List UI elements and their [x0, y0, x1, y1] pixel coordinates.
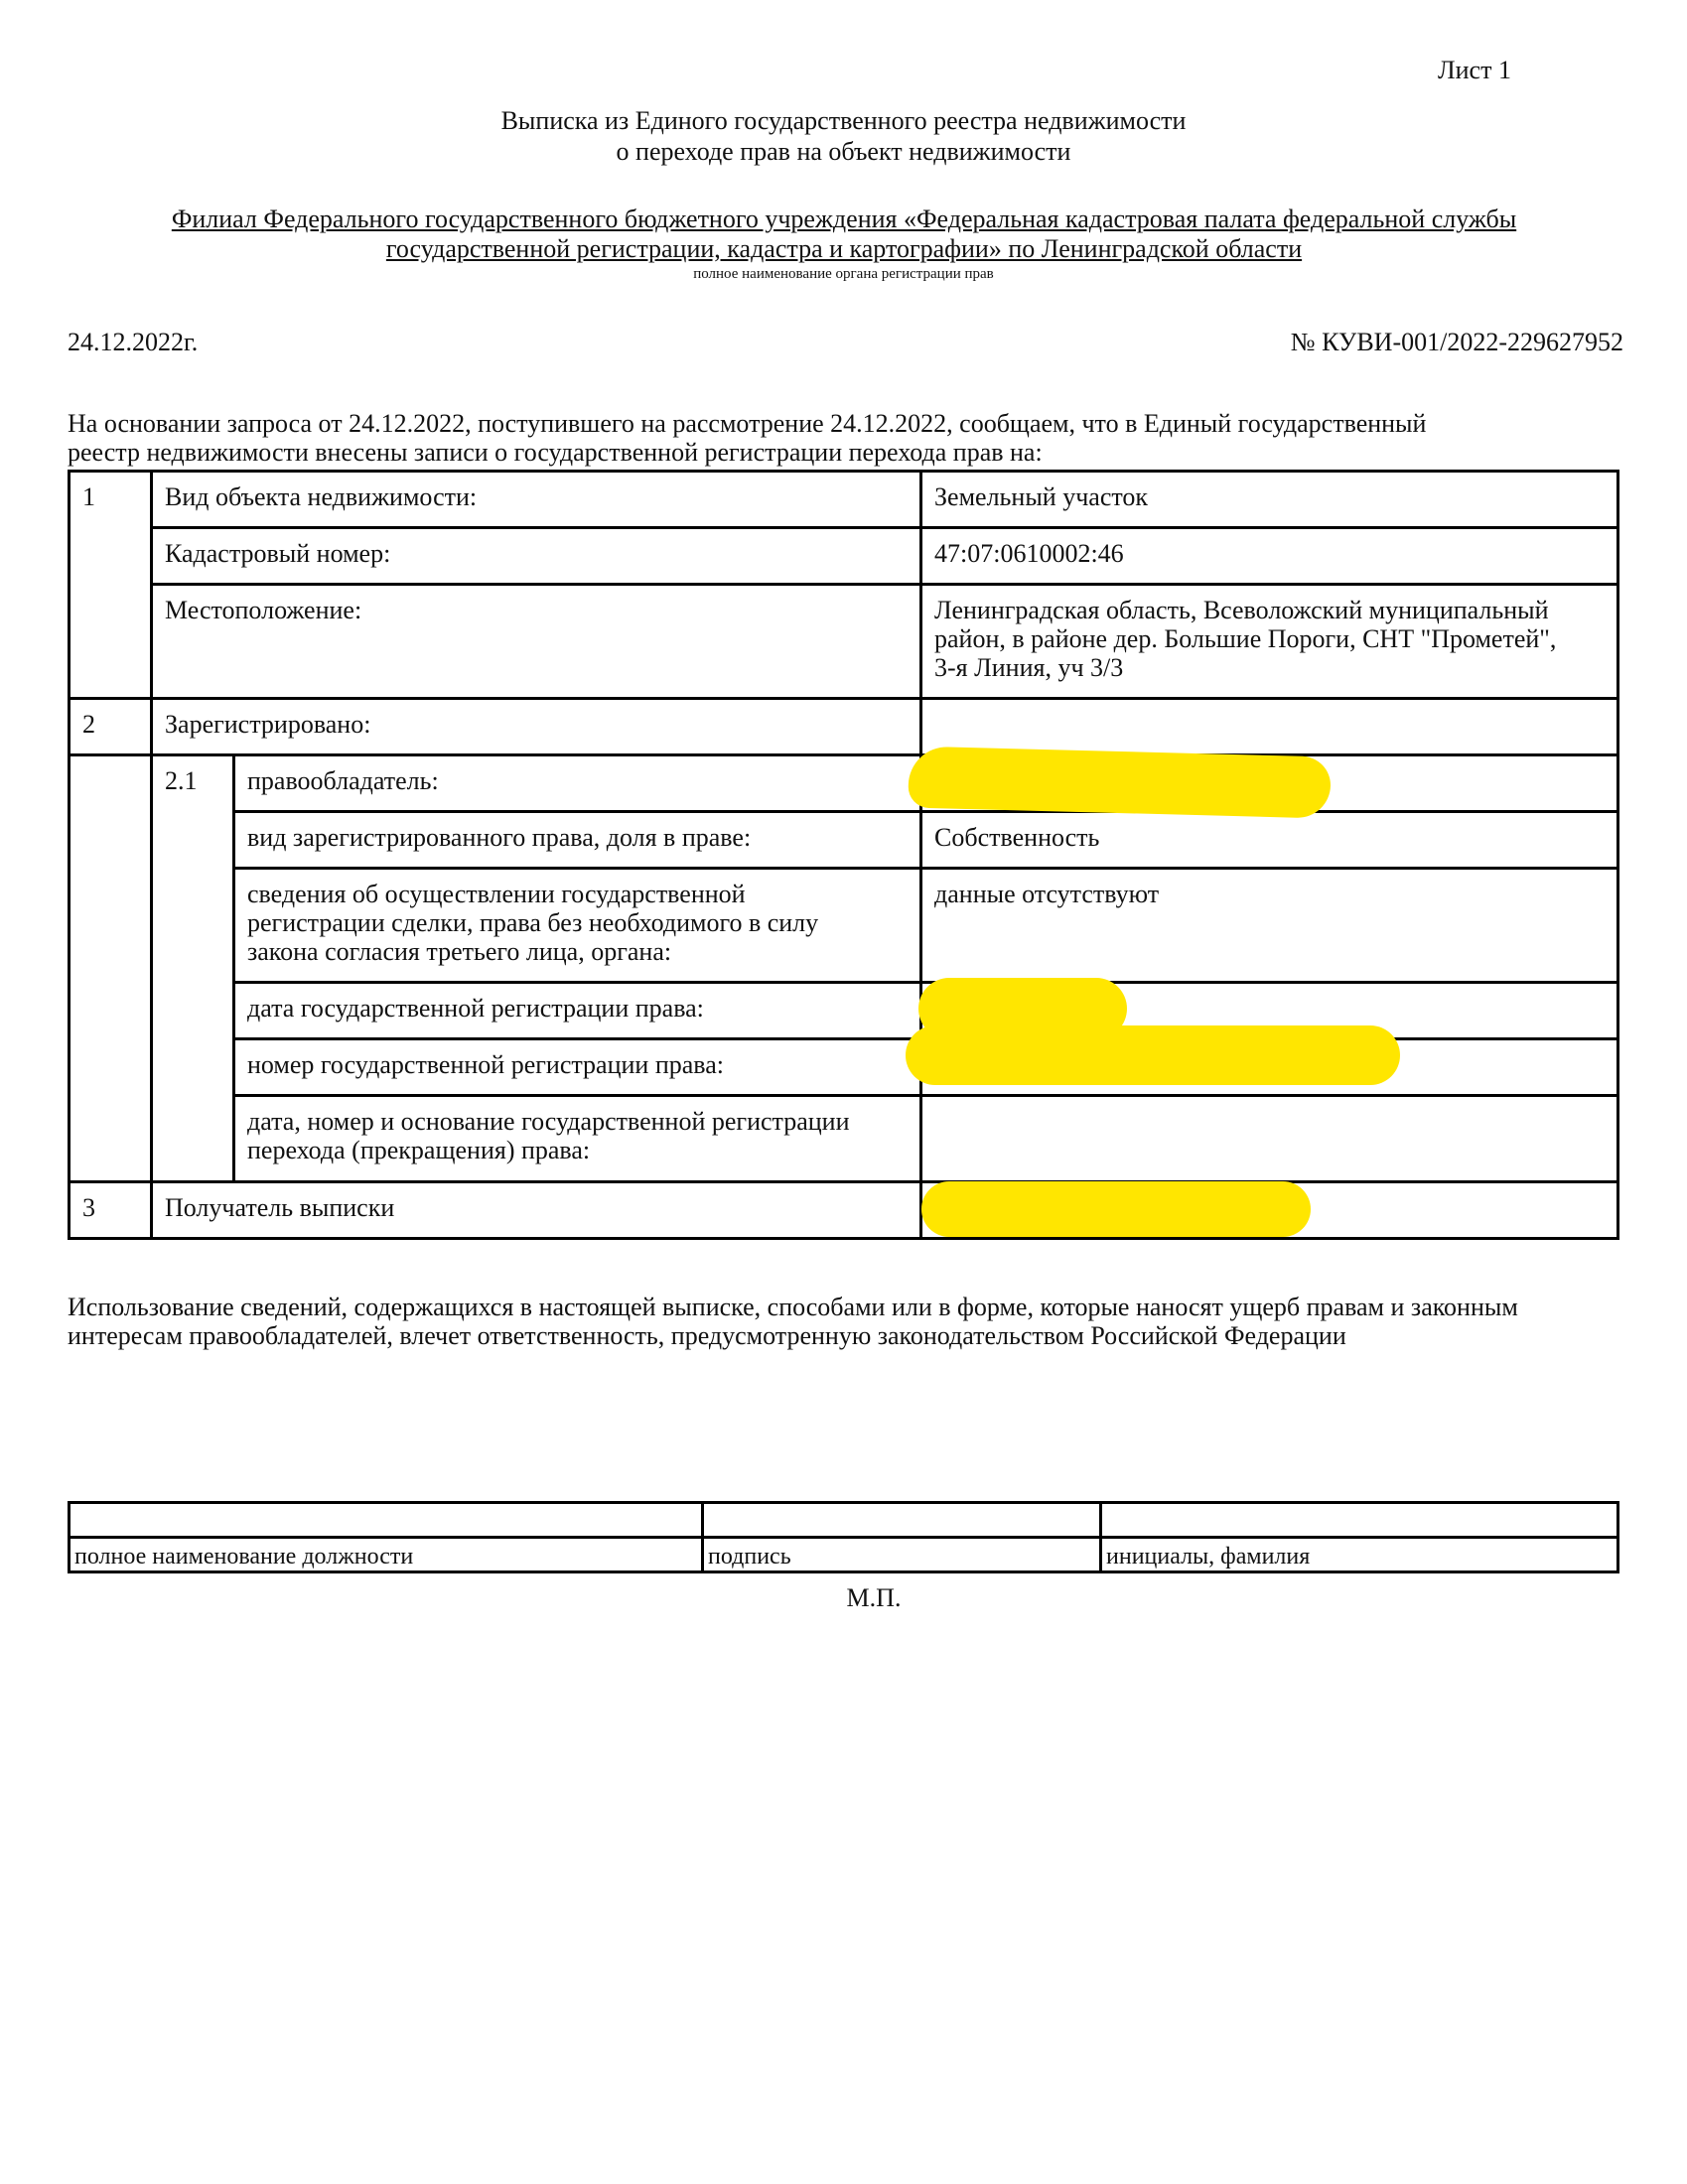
- organization-line-1: Филиал Федерального государственного бюджетного учреждения «Федеральная кадастровая палата федеральной службы: [171, 205, 1517, 233]
- transfer-line-2: перехода (прекращения) права:: [247, 1136, 591, 1164]
- table-row: [70, 528, 1618, 585]
- location-label: Местоположение:: [152, 585, 921, 699]
- transfer-label: [234, 1096, 921, 1182]
- liability-line-2: интересам правообладателей, влечет ответственность, предусмотренную законодательством Российской Федерации: [68, 1321, 1346, 1350]
- table-row: [70, 585, 1618, 699]
- row-number-1: 1: [70, 472, 152, 699]
- stamp-place-label: М.П.: [846, 1583, 902, 1612]
- redaction-recipient: [921, 1181, 1311, 1237]
- object-type-value: Земельный участок: [921, 472, 1618, 528]
- document-number: № КУВИ-001/2022-229627952: [1290, 328, 1623, 356]
- location-line-1: Ленинградская область, Всеволожский муниципальный: [934, 596, 1549, 624]
- row-number-2-blank: [70, 755, 152, 1182]
- consent-line-3: закона согласия третьего лица, органа:: [247, 937, 672, 966]
- organization-line-2: государственной регистрации, кадастра и картографии» по Ленинградской области: [385, 234, 1303, 263]
- table-row: [70, 812, 1618, 869]
- table-row: [70, 755, 1618, 812]
- title-line-1: Выписка из Единого государственного реестра недвижимости: [500, 106, 1187, 135]
- position-field: [70, 1503, 703, 1538]
- right-type-label: вид зарегистрированного права, доля в праве:: [234, 812, 921, 869]
- signature-blank-row: [70, 1503, 1618, 1538]
- consent-label: [234, 869, 921, 983]
- liability-notice: [68, 1293, 1636, 1350]
- signature-caption-row: [70, 1538, 1618, 1572]
- row-number-2: 2: [70, 699, 152, 755]
- table-row: [70, 472, 1618, 528]
- organization-caption: полное наименование органа регистрации прав: [693, 266, 994, 282]
- consent-value: данные отсутствуют: [921, 869, 1618, 983]
- cadastral-number-label: Кадастровый номер:: [152, 528, 921, 585]
- right-type-value: Собственность: [921, 812, 1618, 869]
- intro-line-1: На основании запроса от 24.12.2022, поступившего на рассмотрение 24.12.2022, сообщаем, что в Единый государственный: [68, 409, 1427, 438]
- holder-label: правообладатель:: [234, 755, 921, 812]
- transfer-value: [921, 1096, 1618, 1182]
- registry-table: [68, 470, 1619, 1240]
- intro-line-2: реестр недвижимости внесены записи о государственной регистрации перехода прав на:: [68, 438, 1043, 467]
- redaction-registration-number: [906, 1025, 1400, 1085]
- position-caption: полное наименование должности: [70, 1538, 703, 1572]
- consent-line-2: регистрации сделки, права без необходимого в силу: [247, 908, 819, 937]
- title-line-2: о переходе прав на объект недвижимости: [616, 137, 1071, 166]
- subrow-number: 2.1: [152, 755, 234, 1182]
- sheet-number: Лист 1: [1438, 56, 1511, 84]
- redaction-holder: [908, 746, 1331, 818]
- document-date: 24.12.2022г.: [68, 328, 199, 356]
- location-value: [921, 585, 1618, 699]
- table-row: [70, 869, 1618, 983]
- consent-line-1: сведения об осуществлении государственной: [247, 880, 746, 908]
- transfer-line-1: дата, номер и основание государственной регистрации: [247, 1107, 850, 1136]
- signature-field: [703, 1503, 1101, 1538]
- row-number-3: 3: [70, 1182, 152, 1239]
- document-title: [0, 105, 1687, 167]
- name-field: [1101, 1503, 1618, 1538]
- signature-caption: подпись: [703, 1538, 1101, 1572]
- recipient-label: Получатель выписки: [152, 1182, 921, 1239]
- registration-date-label: дата государственной регистрации права:: [234, 983, 921, 1039]
- cadastral-number-value: 47:07:0610002:46: [921, 528, 1618, 585]
- table-row: [70, 1182, 1618, 1239]
- registration-number-label: номер государственной регистрации права:: [234, 1039, 921, 1096]
- name-caption: инициалы, фамилия: [1101, 1538, 1618, 1572]
- intro-text: [68, 409, 1617, 467]
- registered-value: [921, 699, 1618, 755]
- registered-label: Зарегистрировано:: [152, 699, 921, 755]
- table-row: [70, 699, 1618, 755]
- liability-line-1: Использование сведений, содержащихся в настоящей выписке, способами или в форме, которые наносят ущерб правам и законным: [68, 1293, 1518, 1321]
- organization-name: [99, 205, 1589, 264]
- signature-table: [68, 1501, 1619, 1573]
- location-line-2: район, в районе дер. Большие Пороги, СНТ "Прометей",: [934, 624, 1557, 653]
- location-line-3: 3-я Линия, уч 3/3: [934, 653, 1124, 682]
- table-row: [70, 1096, 1618, 1182]
- object-type-label: Вид объекта недвижимости:: [152, 472, 921, 528]
